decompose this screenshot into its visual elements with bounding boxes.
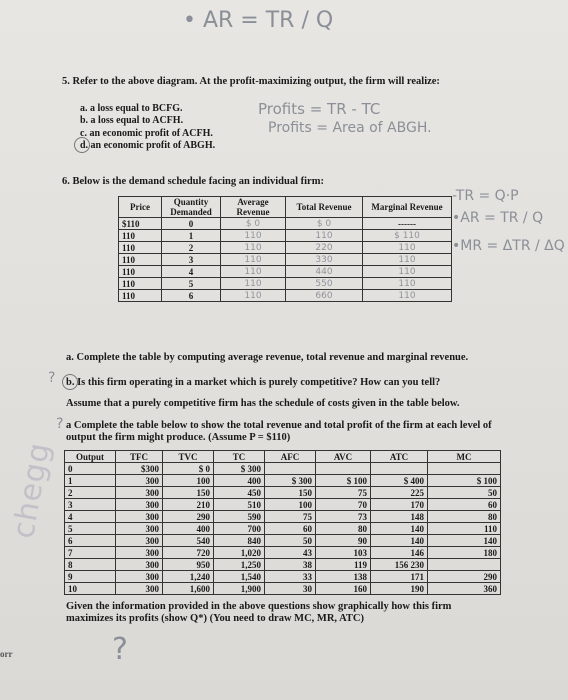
q6-assumption: Assume that a purely competitive firm has the schedule of costs given in the table below.: [66, 398, 460, 409]
corner-fragment: orr: [0, 649, 13, 659]
cost-cell: $ 100: [316, 475, 371, 487]
cost-cell: 510: [214, 499, 265, 511]
cost-cell: 60: [265, 523, 316, 535]
cost-cell: 110: [428, 523, 501, 535]
demand-cell: $110: [119, 218, 162, 230]
cost-cell: 360: [428, 583, 501, 595]
demand-cell: 2: [162, 242, 221, 254]
cost-cell: 140: [371, 535, 428, 547]
cost-cell: 140: [428, 535, 501, 547]
demand-cell: 110: [221, 278, 286, 290]
part-b-circle: [62, 374, 78, 390]
cost-cell: 7: [65, 547, 116, 559]
handwritten-profit-note: Profits = TR - TC: [258, 100, 381, 118]
table-row: [65, 499, 501, 511]
cost-cell: 1: [65, 475, 116, 487]
table-row: [65, 511, 501, 523]
footer-line1: Given the information provided in the above questions show graphically how this firm: [66, 601, 452, 612]
table-row: [119, 266, 452, 278]
demand-cell: 110: [363, 290, 452, 302]
table-row: [65, 571, 501, 583]
demand-cell: 550: [286, 278, 363, 290]
cost-cell: $300: [116, 463, 163, 475]
table-row: [119, 242, 452, 254]
cost-cell: $ 300: [214, 463, 265, 475]
cost-cell: $ 0: [163, 463, 214, 475]
cost-cell: 6: [65, 535, 116, 547]
demand-cell: 110: [363, 254, 452, 266]
cost-col-tfc: TFC: [116, 451, 163, 463]
demand-cell: 330: [286, 254, 363, 266]
q6-part-c-line2: output the firm might produce. (Assume P = $110): [66, 432, 291, 443]
cost-cell: 148: [371, 511, 428, 523]
cost-cell: 590: [214, 511, 265, 523]
cost-col-avc: AVC: [316, 451, 371, 463]
demand-cell: 220: [286, 242, 363, 254]
cost-cell: 180: [428, 547, 501, 559]
cost-cell: 156 230: [371, 559, 428, 571]
q5-option-c: c. an economic profit of ACFH.: [80, 128, 213, 139]
demand-cell: 110: [363, 278, 452, 290]
demand-schedule-table: [118, 196, 452, 302]
cost-cell: 138: [316, 571, 371, 583]
table-row: [65, 487, 501, 499]
cost-cell: 300: [116, 511, 163, 523]
cost-cell: [371, 463, 428, 475]
demand-cell: $ 0: [286, 218, 363, 230]
cost-col-tvc: TVC: [163, 451, 214, 463]
cost-col-tc: TC: [214, 451, 265, 463]
demand-cell: 110: [221, 290, 286, 302]
cost-cell: 146: [371, 547, 428, 559]
cost-cell: 3: [65, 499, 116, 511]
cost-cell: 8: [65, 559, 116, 571]
handwritten-question-mark: ?: [48, 370, 56, 386]
cost-cell: 1,900: [214, 583, 265, 595]
cost-cell: 450: [214, 487, 265, 499]
table-row: [65, 463, 501, 475]
cost-schedule-table: [64, 450, 501, 595]
table-row: [119, 290, 452, 302]
demand-cell: 660: [286, 290, 363, 302]
handwritten-squiggle: ?: [112, 632, 128, 667]
cost-cell: $ 300: [265, 475, 316, 487]
cost-cell: 80: [428, 511, 501, 523]
handwritten-tr-formula: -TR = Q·P: [452, 188, 519, 204]
cost-cell: 5: [65, 523, 116, 535]
cost-cell: 700: [214, 523, 265, 535]
handwritten-area-note: Profits = Area of ABGH.: [268, 120, 432, 136]
q5-stem: 5. Refer to the above diagram. At the profit-maximizing output, the firm will realize:: [62, 76, 440, 87]
cost-cell: 300: [116, 571, 163, 583]
demand-cell: 110: [119, 242, 162, 254]
cost-cell: [316, 463, 371, 475]
cost-cell: 190: [371, 583, 428, 595]
table-row: [119, 218, 452, 230]
cost-cell: 1,600: [163, 583, 214, 595]
demand-cell: 110: [221, 266, 286, 278]
demand-cell: 440: [286, 266, 363, 278]
demand-cell: 110: [119, 266, 162, 278]
demand-cell: 110: [119, 290, 162, 302]
demand-cell: 110: [119, 230, 162, 242]
table-row: [119, 230, 452, 242]
cost-cell: 150: [163, 487, 214, 499]
cost-cell: 75: [265, 511, 316, 523]
table-row: [119, 254, 452, 266]
demand-cell: ------: [363, 218, 452, 230]
cost-cell: 300: [116, 535, 163, 547]
cost-cell: 160: [316, 583, 371, 595]
cost-cell: 720: [163, 547, 214, 559]
answer-circle: [74, 137, 90, 153]
demand-cell: 110: [221, 254, 286, 266]
table-row: [65, 547, 501, 559]
cost-cell: 50: [265, 535, 316, 547]
cost-cell: 90: [316, 535, 371, 547]
demand-cell: 0: [162, 218, 221, 230]
cost-cell: 290: [428, 571, 501, 583]
cost-cell: 225: [371, 487, 428, 499]
cost-col-output: Output: [65, 451, 116, 463]
handwritten-question-mark-2: ?: [56, 416, 64, 432]
footer-line2: maximizes its profits (show Q*) (You need to draw MC, MR, ATC): [66, 613, 364, 624]
cost-cell: 75: [316, 487, 371, 499]
cost-cell: 300: [116, 499, 163, 511]
demand-cell: $ 0: [221, 218, 286, 230]
cost-cell: 50: [428, 487, 501, 499]
demand-cell: 110: [221, 230, 286, 242]
cost-cell: 100: [265, 499, 316, 511]
cost-col-mc: MC: [428, 451, 501, 463]
cost-cell: 540: [163, 535, 214, 547]
cost-col-atc: ATC: [371, 451, 428, 463]
cost-cell: 400: [163, 523, 214, 535]
cost-cell: [265, 463, 316, 475]
demand-cell: 4: [162, 266, 221, 278]
cost-cell: 950: [163, 559, 214, 571]
cost-cell: 4: [65, 511, 116, 523]
cost-cell: 300: [116, 523, 163, 535]
cost-cell: 300: [116, 583, 163, 595]
cost-cell: 170: [371, 499, 428, 511]
q5-option-d: d. an economic profit of ABGH.: [80, 140, 216, 151]
demand-cell: 5: [162, 278, 221, 290]
handwritten-ar-formula: • AR = TR / Q: [183, 8, 334, 33]
demand-cell: 110: [119, 278, 162, 290]
cost-cell: 80: [316, 523, 371, 535]
cost-cell: 119: [316, 559, 371, 571]
demand-cell: $ 110: [363, 230, 452, 242]
cost-cell: 300: [116, 559, 163, 571]
chegg-watermark: chegg: [6, 439, 58, 542]
demand-cell: 110: [286, 230, 363, 242]
cost-cell: $ 100: [428, 475, 501, 487]
cost-cell: 38: [265, 559, 316, 571]
demand-cell: 6: [162, 290, 221, 302]
table-row: [65, 559, 501, 571]
cost-cell: 1,020: [214, 547, 265, 559]
cost-cell: 840: [214, 535, 265, 547]
q6-stem: 6. Below is the demand schedule facing an individual firm:: [62, 176, 324, 187]
demand-cell: 3: [162, 254, 221, 266]
cost-cell: 1,240: [163, 571, 214, 583]
demand-cell: 110: [119, 254, 162, 266]
cost-cell: 33: [265, 571, 316, 583]
cost-cell: 2: [65, 487, 116, 499]
cost-cell: 1,540: [214, 571, 265, 583]
handwritten-ar-note: •AR = TR / Q: [452, 210, 544, 226]
cost-cell: 0: [65, 463, 116, 475]
cost-cell: 1,250: [214, 559, 265, 571]
cost-cell: 43: [265, 547, 316, 559]
cost-col-afc: AFC: [265, 451, 316, 463]
cost-cell: 300: [116, 487, 163, 499]
table-row: [65, 523, 501, 535]
cost-cell: 30: [265, 583, 316, 595]
cost-cell: 171: [371, 571, 428, 583]
col-average-revenue: Average Revenue: [221, 197, 286, 218]
cost-cell: 400: [214, 475, 265, 487]
cost-cell: [428, 463, 501, 475]
cost-cell: 103: [316, 547, 371, 559]
cost-cell: 290: [163, 511, 214, 523]
table-row: [65, 583, 501, 595]
col-quantity: Quantity Demanded: [162, 197, 221, 218]
cost-cell: 210: [163, 499, 214, 511]
cost-cell: [428, 559, 501, 571]
q5-option-a: a. a loss equal to BCFG.: [80, 103, 183, 114]
col-total-revenue: Total Revenue: [286, 197, 363, 218]
q6-part-a: a. Complete the table by computing average revenue, total revenue and marginal revenue.: [66, 352, 469, 363]
cost-cell: 60: [428, 499, 501, 511]
cost-cell: 73: [316, 511, 371, 523]
cost-cell: $ 400: [371, 475, 428, 487]
table-header-row: [119, 197, 452, 218]
q6-part-b: b. Is this firm operating in a market which is purely competitive? How can you tell?: [66, 377, 441, 388]
q5-option-b: b. a loss equal to ACFH.: [80, 115, 184, 126]
col-price: Price: [119, 197, 162, 218]
cost-cell: 10: [65, 583, 116, 595]
cost-cell: 150: [265, 487, 316, 499]
table-row: [119, 278, 452, 290]
handwritten-mr-formula: •MR = ΔTR / ΔQ: [452, 238, 565, 254]
demand-cell: 110: [221, 242, 286, 254]
cost-cell: 100: [163, 475, 214, 487]
q6-part-c-line1: a Complete the table below to show the total revenue and total profit of the firm at each level of: [66, 420, 492, 431]
table-row: [65, 475, 501, 487]
cost-cell: 9: [65, 571, 116, 583]
table-row: [65, 535, 501, 547]
demand-cell: 110: [363, 266, 452, 278]
cost-cell: 300: [116, 547, 163, 559]
cost-table-header-row: [65, 451, 501, 463]
cost-cell: 300: [116, 475, 163, 487]
demand-cell: 110: [363, 242, 452, 254]
cost-cell: 70: [316, 499, 371, 511]
cost-cell: 140: [371, 523, 428, 535]
demand-cell: 1: [162, 230, 221, 242]
col-marginal-revenue: Marginal Revenue: [363, 197, 452, 218]
